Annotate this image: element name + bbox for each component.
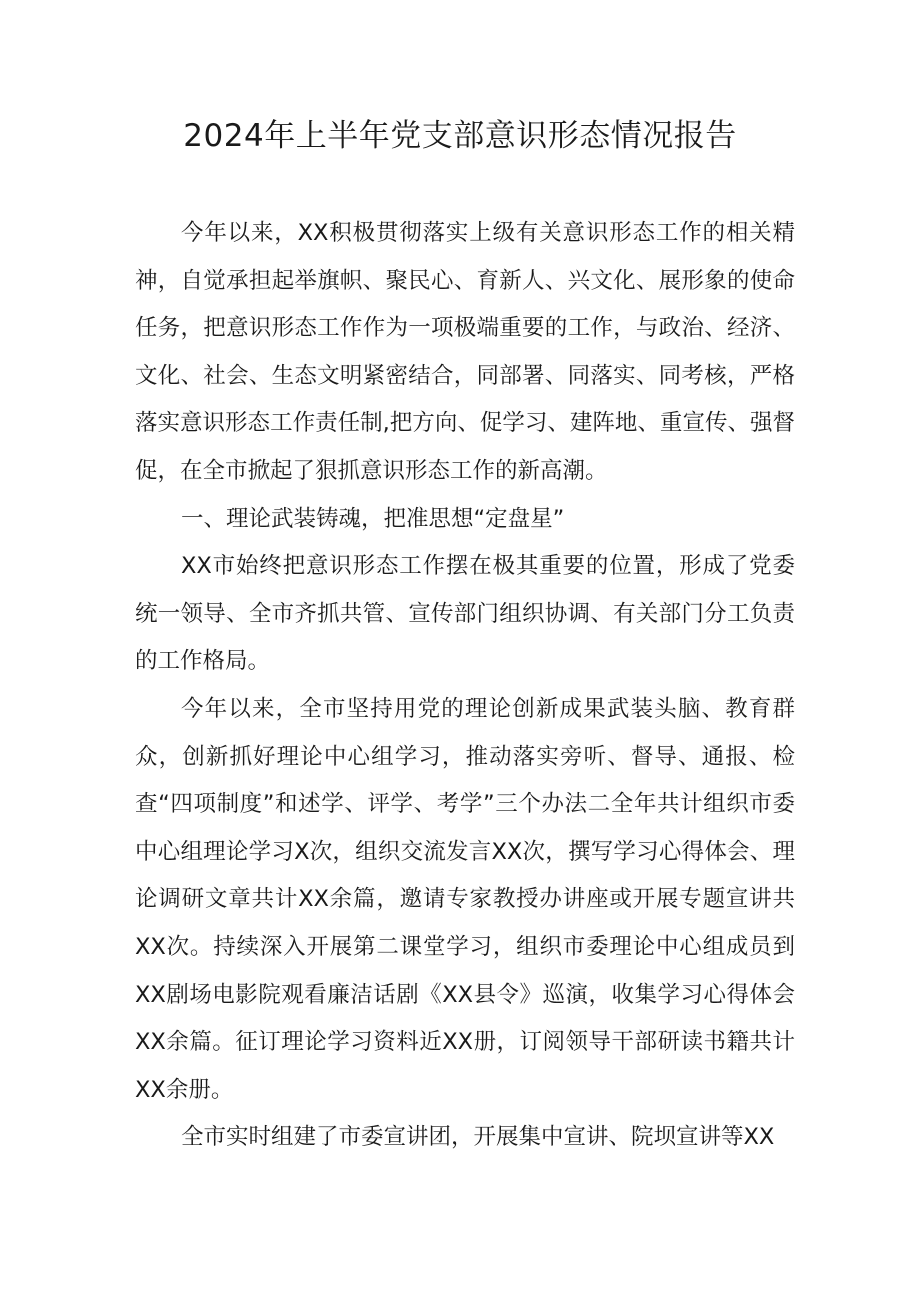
paragraph-theory-study: 今年以来，全市坚持用党的理论创新成果武装头脑、教育群众，创新抓好理论中心组学习，推动落实旁听、督导、通报、检查“四项制度”和述学、评学、考学”三个办法二全年共计组织市委中心组理论学习X次，组织交流发言XX次，撰写学习心得体会、理论调研文章共计XX余篇，邀请专家教授办讲座或开展专题宣讲共XX次。持续深入开展第二课堂学习，组织市委理论中心组成员到XX剧场电影院观看廉洁话剧《XX县令》巡演，收集学习心得体会XX余篇。征订理论学习资料近XX册，订阅领导干部研读书籍共计XX余册。: [135, 695, 795, 1103]
document-body: [135, 210, 795, 1162]
paragraph-lecture-team: 全市实时组建了市委宣讲团，开展集中宣讲、院坝宣讲等XX: [181, 1124, 775, 1151]
document-title: 2024年上半年党支部意识形态情况报告: [183, 118, 737, 154]
paragraph-intro: 今年以来，XX积极贯彻落实上级有关意识形态工作的相关精神，自觉承担起举旗帜、聚民心、育新人、兴文化、展形象的使命任务，把意识形态工作作为一项极端重要的工作，与政治、经济、文化、社会、生态文明紧密结合，同部署、同落实、同考核，严格落实意识形态工作责任制,把方向、促学习、建阵地、重宣传、强督促，在全市掀起了狠抓意识形态工作的新高潮。: [135, 220, 795, 484]
section-heading-1: 一、理论武装铸魂，把准思想“定盘星”: [181, 505, 565, 532]
paragraph-work-pattern: XX市始终把意识形态工作摆在极其重要的位置，形成了党委统一领导、全市齐抓共管、宣传部门组织协调、有关部门分工负责的工作格局。: [135, 553, 795, 675]
